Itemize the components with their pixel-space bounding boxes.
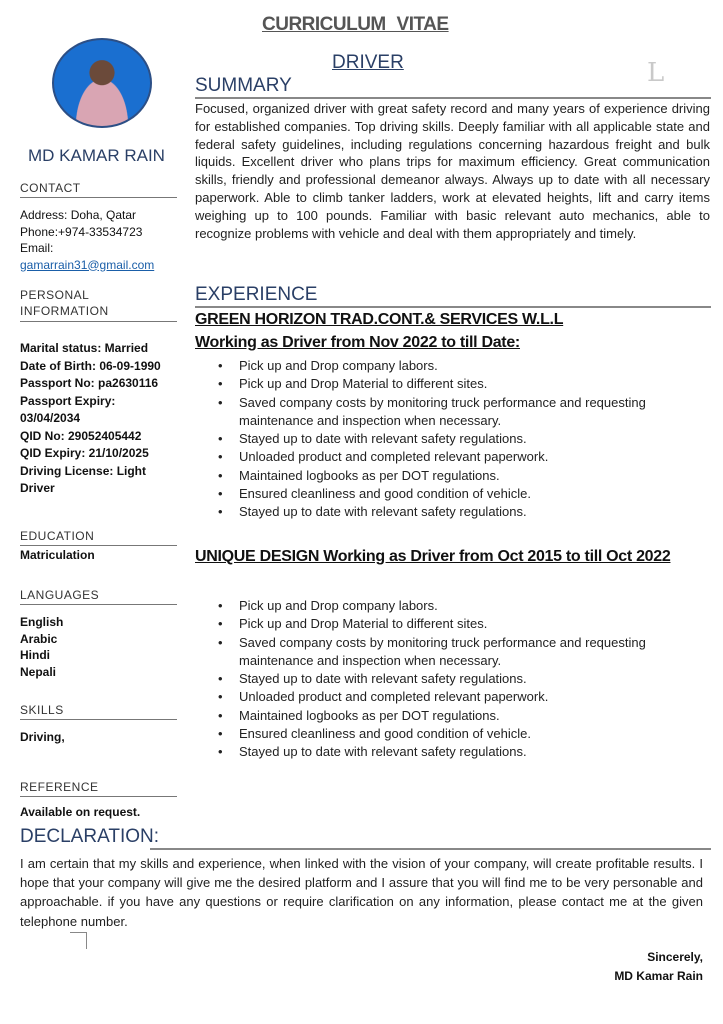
contact-email-label: Email: bbox=[20, 241, 54, 255]
declaration-divider bbox=[150, 848, 711, 850]
duty-item: • Maintained logbooks as per DOT regulations. bbox=[218, 707, 710, 725]
contact-block bbox=[20, 207, 154, 273]
language-item: Nepali bbox=[20, 664, 57, 679]
contact-heading: CONTACT bbox=[20, 181, 177, 198]
education-heading: EDUCATION bbox=[20, 529, 177, 546]
personal-line: Passport Expiry: bbox=[20, 393, 116, 408]
language-item: Arabic bbox=[20, 631, 58, 646]
personal-line: Driver bbox=[20, 481, 55, 495]
duty-item: • Pick up and Drop Material to different sites. bbox=[218, 375, 710, 393]
candidate-name: MD KAMAR RAIN bbox=[28, 146, 165, 165]
language-item: English bbox=[20, 615, 64, 629]
skills-heading: SKILLS bbox=[20, 703, 177, 720]
summary-heading: SUMMARY bbox=[195, 75, 292, 96]
declaration-text: I am certain that my skills and experience, when linked with the vision of your company, will create profitable results. I hope that your company will give me the desired platform and I assure that you will find me to be very personable and approachable. if you have any questions or require clarification on any information, please contact me at the given telephone number. bbox=[20, 856, 703, 929]
languages-list bbox=[20, 614, 180, 680]
closing-line: Sincerely, bbox=[647, 950, 703, 964]
job-2-company: UNIQUE DESIGN Working as Driver from Oct 2015 to till Oct 2022 bbox=[195, 548, 671, 565]
skills-value: Driving, bbox=[20, 730, 65, 744]
personal-line: Marital status: Married bbox=[20, 341, 149, 355]
duty-item: • Unloaded product and completed relevant paperwork. bbox=[218, 688, 710, 706]
duty-item: • Stayed up to date with relevant safety regulations. bbox=[218, 670, 710, 688]
duty-item: • Pick up and Drop company labors. bbox=[218, 597, 710, 615]
signature-name: MD Kamar Rain bbox=[614, 969, 703, 983]
duty-item: • Stayed up to date with relevant safety regulations. bbox=[218, 743, 710, 761]
profile-photo bbox=[52, 38, 152, 128]
contact-phone: Phone:+974-33534723 bbox=[20, 224, 143, 239]
document-title: CURRICULUM VITAE bbox=[262, 14, 449, 35]
position-title: DRIVER bbox=[332, 52, 404, 73]
personal-heading-line-1: PERSONAL bbox=[20, 288, 90, 302]
experience-divider bbox=[195, 306, 711, 308]
language-item: Hindi bbox=[20, 648, 50, 662]
experience-heading: EXPERIENCE bbox=[195, 284, 318, 305]
personal-line: 03/04/2034 bbox=[20, 411, 81, 425]
declaration-heading: DECLARATION: bbox=[20, 826, 160, 847]
personal-line: Passport No: pa2630116 bbox=[20, 376, 159, 390]
job-1-role: Working as Driver from Nov 2022 to till Date: bbox=[195, 334, 520, 351]
duty-item: • Saved company costs by monitoring truck performance and requesting maintenance and inspection when necessary. bbox=[218, 394, 710, 431]
duty-item: • Ensured cleanliness and good condition of vehicle. bbox=[218, 725, 710, 743]
education-value: Matriculation bbox=[20, 548, 95, 562]
contact-address: Address: Doha, Qatar bbox=[20, 208, 137, 222]
duty-item: • Maintained logbooks as per DOT regulations. bbox=[218, 467, 710, 485]
personal-line: QID No: 29052405442 bbox=[20, 428, 142, 443]
summary-text: Focused, organized driver with great safety record and many years of experience driving for established companies. Top driving skills. Deeply familiar with all applicable state and federal safety guidelines, including regulations concerning hazardous freight and bulk liquids. Excellent driver who plans trips for maximum efficiency. Great communication skills, friendly and professional demeanor always. Always up to date with all necessary paperwork. Able to climb tanker ladders, work at elevated heights, lift and carry items weighing up to 100 pounds. Familiar with basic relevant auto mechanics, able to recognize problems with vehicle and deal with them appropriately and timely. bbox=[195, 101, 710, 241]
duty-item: • Stayed up to date with relevant safety regulations. bbox=[218, 430, 710, 448]
duty-item: • Stayed up to date with relevant safety regulations. bbox=[218, 503, 710, 521]
personal-info-list bbox=[20, 340, 180, 498]
duty-item: • Unloaded product and completed relevant paperwork. bbox=[218, 448, 710, 466]
contact-email-link[interactable]: gamarrain31@gmail.com bbox=[20, 257, 155, 272]
reference-heading: REFERENCE bbox=[20, 780, 177, 797]
personal-info-heading bbox=[20, 288, 177, 322]
job-2-duties bbox=[218, 597, 710, 762]
job-1-company: GREEN HORIZON TRAD.CONT.& SERVICES W.L.L bbox=[195, 311, 564, 328]
personal-heading-line-2: INFORMATION bbox=[20, 303, 109, 318]
personal-line: Driving License: Light bbox=[20, 463, 147, 478]
personal-line: Date of Birth: 06-09-1990 bbox=[20, 358, 161, 373]
summary-divider bbox=[195, 97, 711, 99]
duty-item: • Ensured cleanliness and good condition of vehicle. bbox=[218, 485, 710, 503]
duty-item: • Saved company costs by monitoring truck performance and requesting maintenance and inspection when necessary. bbox=[218, 634, 710, 671]
watermark-mark: L bbox=[647, 58, 665, 88]
languages-heading: LANGUAGES bbox=[20, 588, 177, 605]
reference-value: Available on request. bbox=[20, 805, 141, 819]
job-1-duties bbox=[218, 357, 710, 522]
corner-mark bbox=[70, 932, 87, 949]
duty-item: • Pick up and Drop company labors. bbox=[218, 357, 710, 375]
personal-line: QID Expiry: 21/10/2025 bbox=[20, 446, 149, 460]
duty-item: • Pick up and Drop Material to different sites. bbox=[218, 615, 710, 633]
